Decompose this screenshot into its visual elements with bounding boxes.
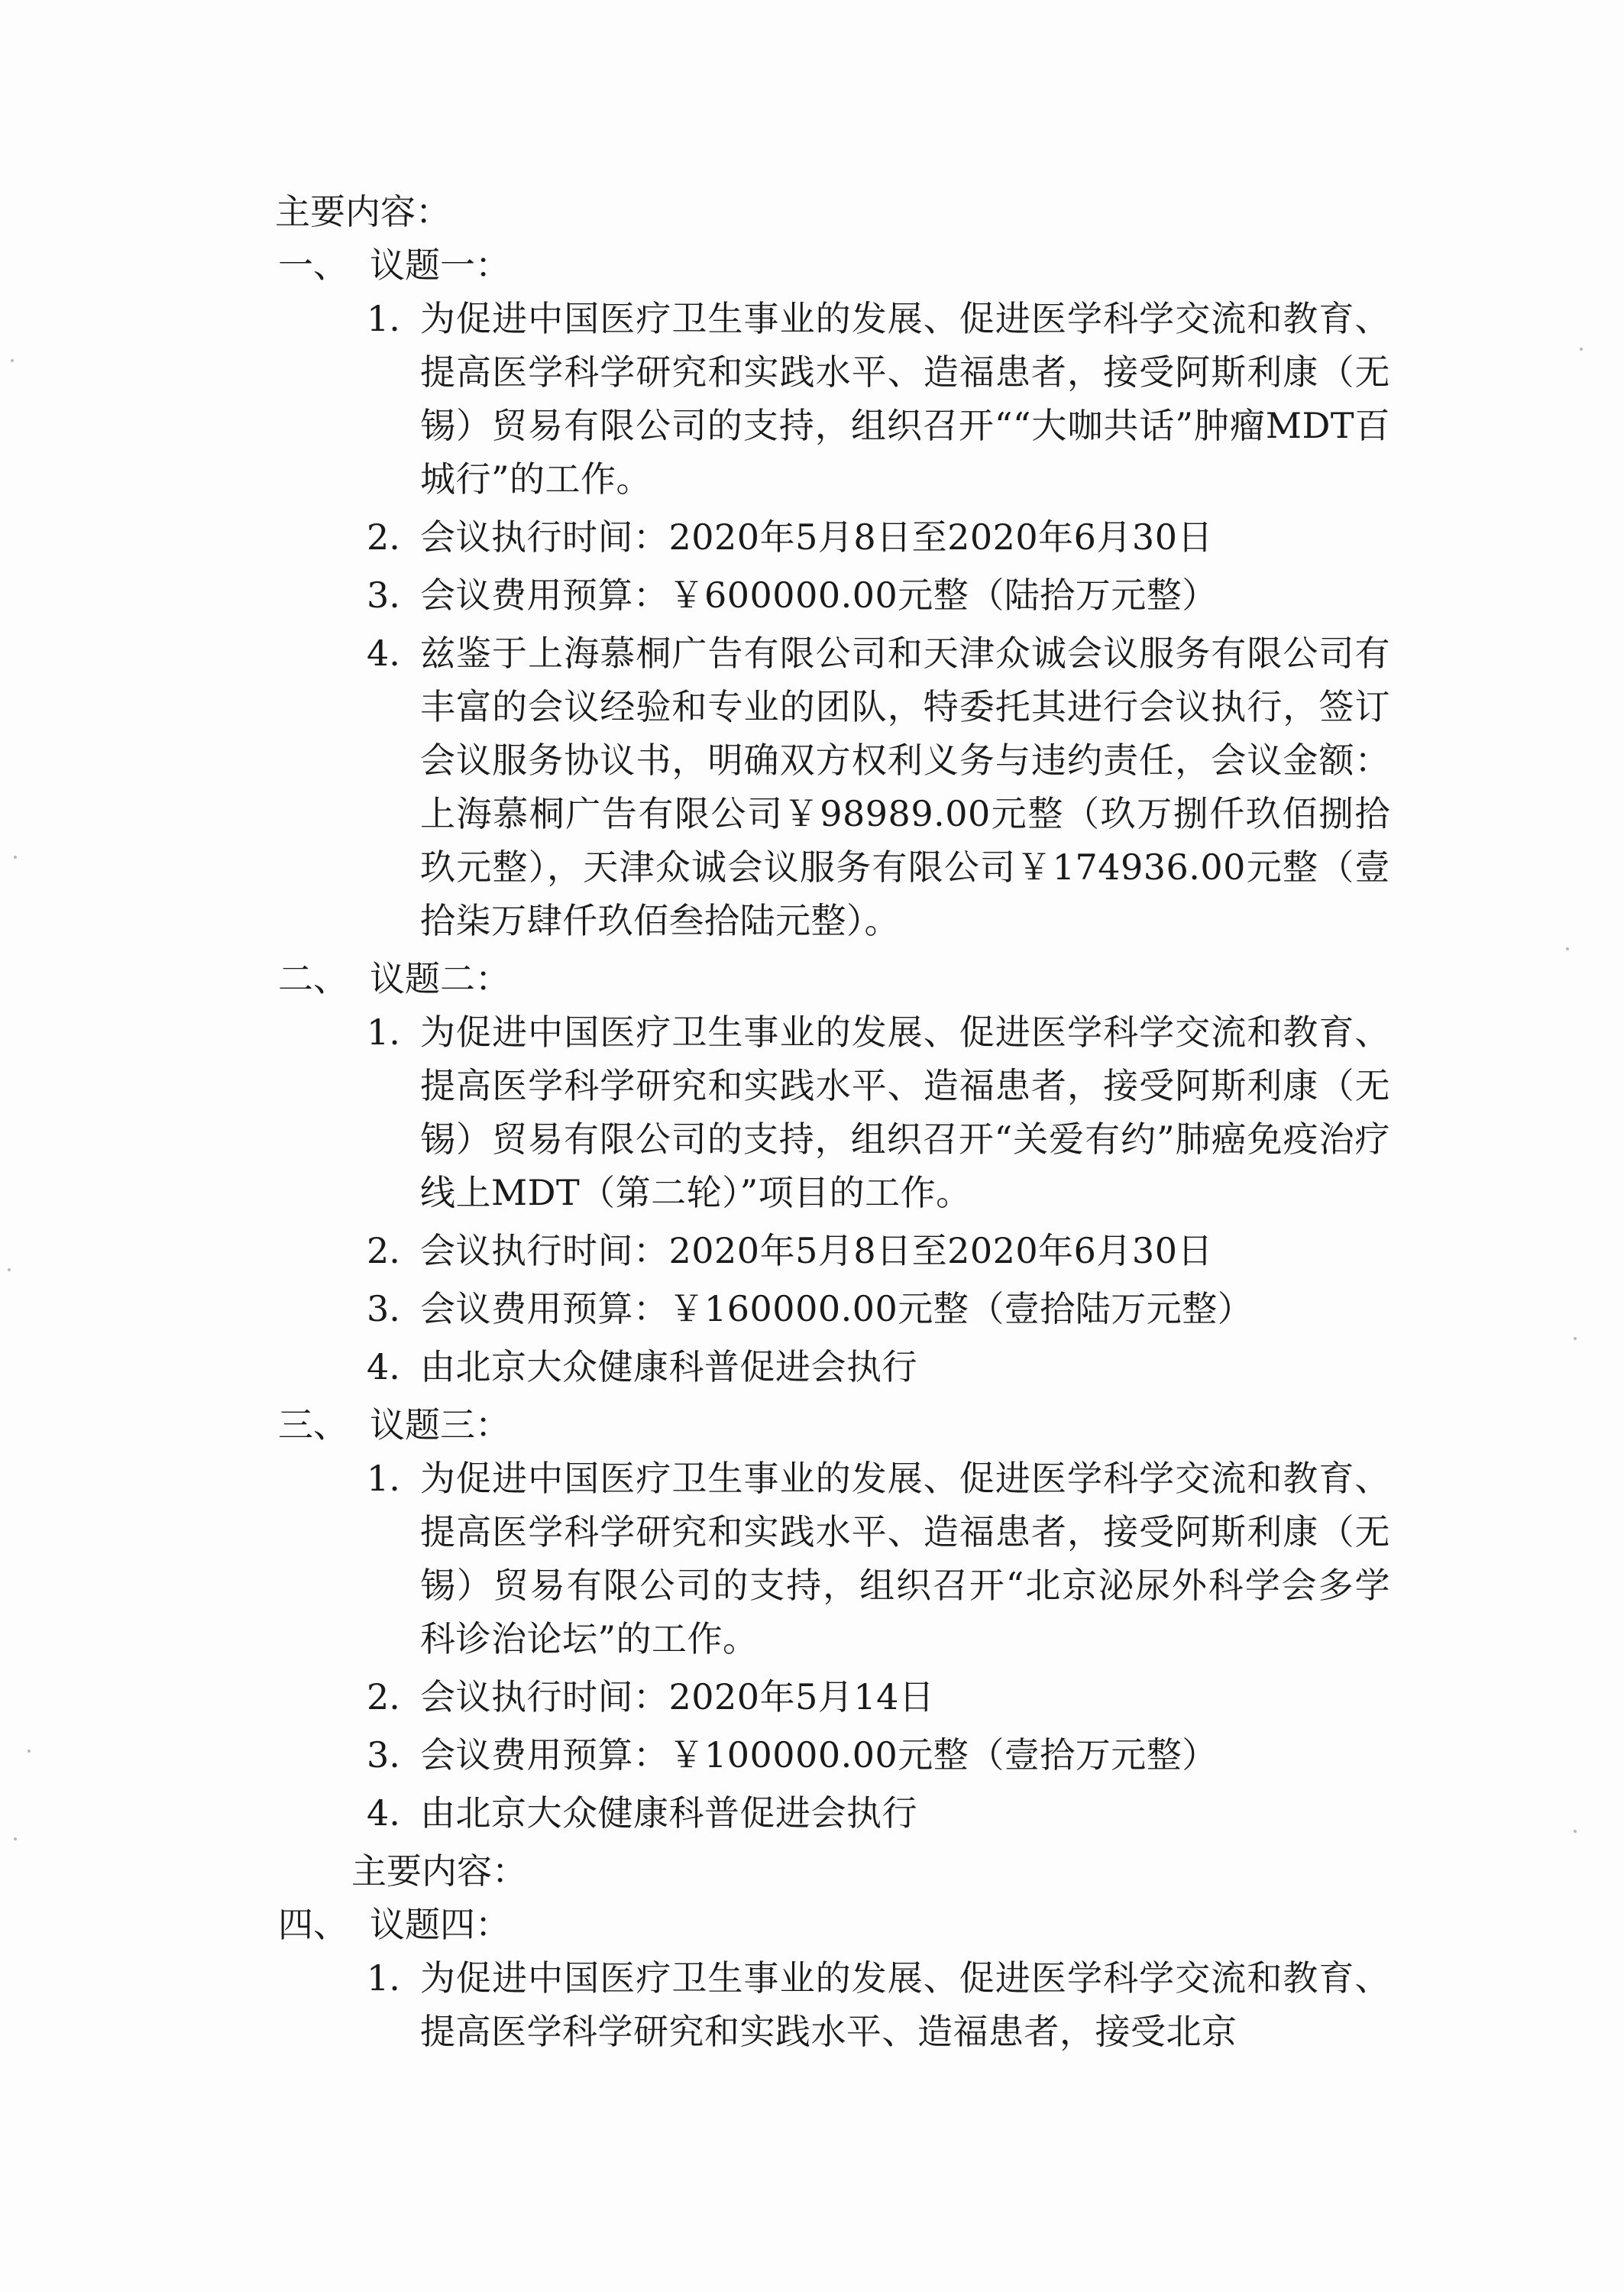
item-number: 3.: [367, 1288, 400, 1329]
topic-number: 四、: [278, 1904, 348, 1945]
list-item: [367, 1010, 1390, 1219]
list-item: [367, 573, 1390, 622]
scan-speck: [1574, 1337, 1577, 1340]
item-text: 会议费用预算：￥160000.00元整（壹拾陆万元整）: [420, 1288, 1254, 1329]
scan-speck: [14, 1837, 17, 1840]
topic-title: 议题一：: [370, 244, 510, 286]
list-item: [367, 1675, 1390, 1724]
topic-3-header: [275, 1403, 1390, 1447]
item-number: 2.: [367, 1230, 400, 1271]
item-text: 为促进中国医疗卫生事业的发展、促进医学科学交流和教育、提高医学科学研究和实践水平、造福患者，接受阿斯利康（无锡）贸易有限公司的支持，组织召开“北京泌尿外科学会多学科诊治论坛”的工作。: [420, 1458, 1390, 1659]
item-text: 兹鉴于上海慕桐广告有限公司和天津众诚会议服务有限公司有丰富的会议经验和专业的团队，特委托其进行会议执行，签订会议服务协议书，明确双方权利义务与违约责任，会议金额：上海慕桐广告有限公司￥98989.00元整（玖万捌仟玖佰捌拾玖元整），天津众诚会议服务有限公司￥174936.00元整（壹拾柒万肆仟玖佰叁拾陆元整）。: [420, 633, 1390, 941]
list-item: [367, 1287, 1390, 1335]
section-heading: 主要内容：: [351, 1850, 527, 1892]
item-text: 会议执行时间：2020年5月8日至2020年6月30日: [420, 1230, 1213, 1271]
item-number: 1.: [367, 1012, 400, 1053]
item-number: 2.: [367, 516, 400, 558]
item-text: 为促进中国医疗卫生事业的发展、促进医学科学交流和教育、提高医学科学研究和实践水平、造福患者，接受阿斯利康（无锡）贸易有限公司的支持，组织召开“关爱有约”肺癌免疫治疗线上MDT（第二轮）”项目的工作。: [420, 1012, 1390, 1213]
item-text: 由北京大众健康科普促进会执行: [420, 1346, 917, 1387]
topic-title: 议题三：: [370, 1404, 510, 1445]
item-text: 为促进中国医疗卫生事业的发展、促进医学科学交流和教育、提高医学科学研究和实践水平、造福患者，接受阿斯利康（无锡）贸易有限公司的支持，组织召开““大咖共话”肿瘤MDT百城行”的工作。: [420, 298, 1390, 500]
list-item: [367, 1345, 1390, 1394]
item-text: 为促进中国医疗卫生事业的发展、促进医学科学交流和教育、提高医学科学研究和实践水平、造福患者，接受北京: [420, 1957, 1390, 2052]
item-number: 3.: [367, 575, 400, 616]
section-heading: 主要内容：: [275, 191, 451, 232]
list-item: [367, 1791, 1390, 1840]
item-text: 由北京大众健康科普促进会执行: [420, 1792, 917, 1834]
scan-speck: [11, 359, 14, 362]
item-number: 1.: [367, 1458, 400, 1499]
topic-1-header: [275, 243, 1390, 287]
scan-speck: [8, 1268, 11, 1271]
list-item: [367, 296, 1390, 506]
list-item: [367, 1733, 1390, 1782]
list-item: [367, 1956, 1390, 2058]
scan-speck: [27, 1750, 31, 1753]
item-number: 4.: [367, 1792, 400, 1834]
document-body: [275, 189, 1390, 2067]
item-number: 4.: [367, 633, 400, 674]
item-text: 会议执行时间：2020年5月14日: [420, 1676, 935, 1717]
item-number: 4.: [367, 1346, 400, 1387]
list-item: [367, 631, 1390, 947]
item-text: 会议执行时间：2020年5月8日至2020年6月30日: [420, 516, 1213, 558]
item-number: 1.: [367, 1957, 400, 1999]
list-item: [367, 1229, 1390, 1277]
topic-number: 一、: [278, 244, 348, 286]
topic-2-header: [275, 957, 1390, 1001]
scan-speck: [1566, 947, 1569, 950]
list-item: [367, 1456, 1390, 1666]
item-number: 3.: [367, 1734, 400, 1776]
topic-4-header: [275, 1902, 1390, 1947]
item-number: 1.: [367, 298, 400, 339]
topic-title: 议题四：: [370, 1904, 510, 1945]
scan-speck: [14, 856, 17, 859]
topic-title: 议题二：: [370, 958, 510, 999]
item-number: 2.: [367, 1676, 400, 1717]
topic-number: 二、: [278, 958, 348, 999]
topic-number: 三、: [278, 1404, 348, 1445]
scan-speck: [1574, 1830, 1577, 1833]
list-item: [367, 515, 1390, 564]
item-text: 会议费用预算：￥600000.00元整（陆拾万元整）: [420, 575, 1218, 616]
item-text: 会议费用预算：￥100000.00元整（壹拾万元整）: [420, 1734, 1218, 1776]
scan-speck: [1580, 348, 1583, 351]
